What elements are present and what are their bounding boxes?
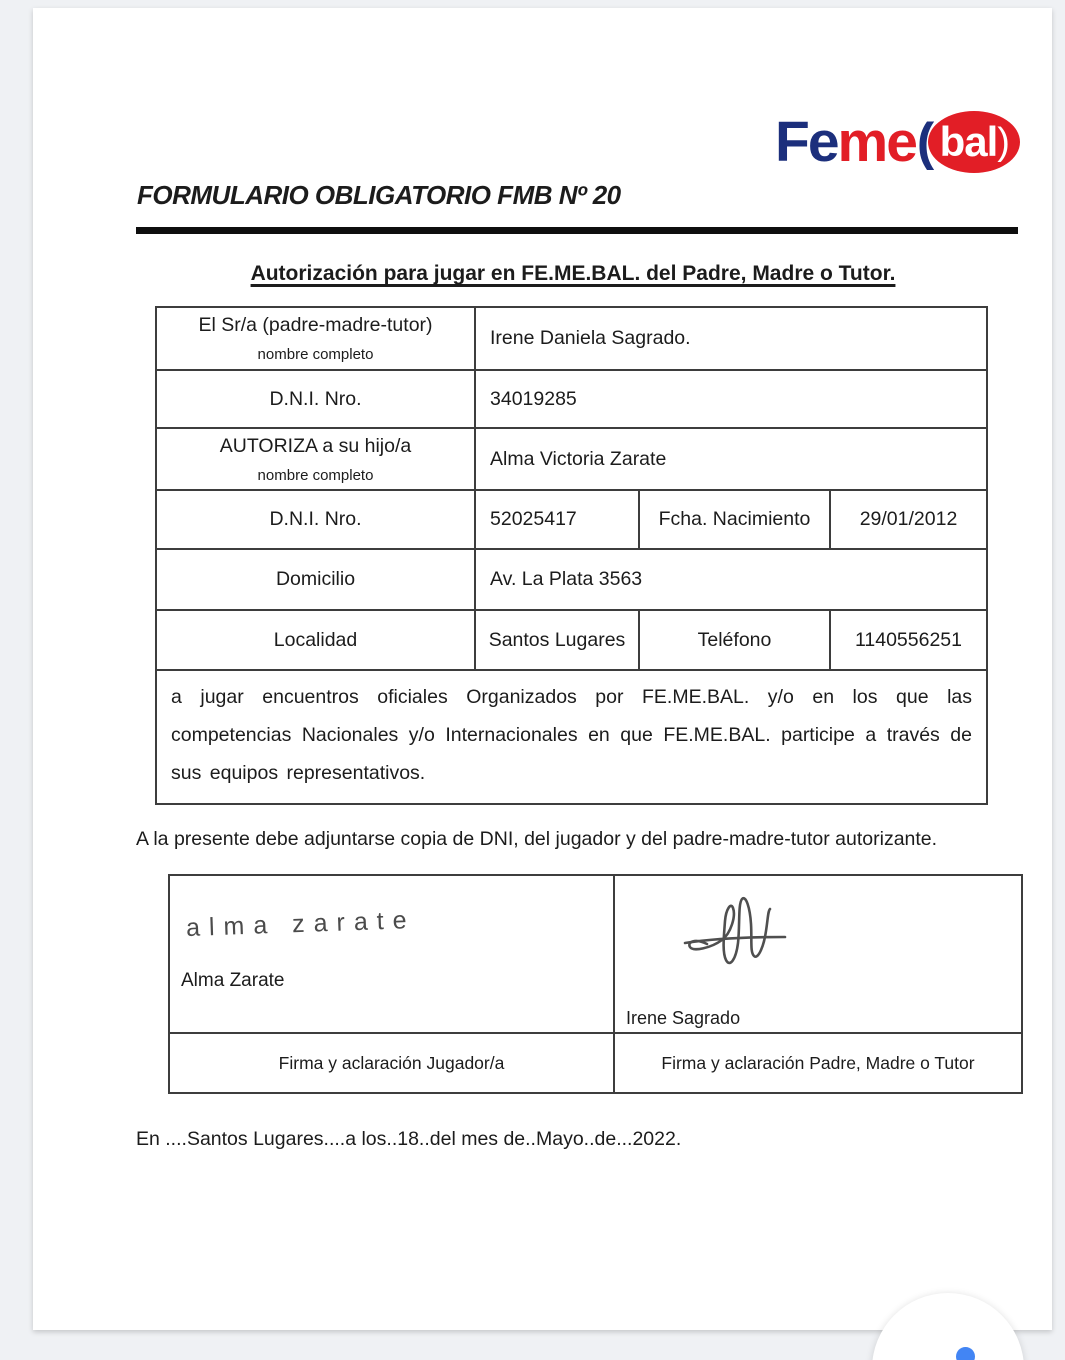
city-label-cell: Localidad bbox=[156, 610, 475, 670]
authorization-clause: a jugar encuentros oficiales Organizados por FE.ME.BAL. y/o en los que las competencias Nacionales y/o Internacionales en que FE.ME.BAL. participe a través de sus equipos representativos. bbox=[156, 670, 987, 804]
parent-signature-caption: Firma y aclaración Padre, Madre o Tutor bbox=[614, 1033, 1022, 1093]
attachment-note: A la presente debe adjuntarse copia de DNI, del jugador y del padre-madre-tutor autorizante. bbox=[136, 828, 938, 850]
form-title: FORMULARIO OBLIGATORIO FMB Nº 20 bbox=[137, 180, 621, 210]
signatures-table bbox=[168, 874, 1023, 1094]
child-dni-label-cell: D.N.I. Nro. bbox=[156, 490, 475, 549]
table-row bbox=[156, 670, 987, 804]
child-label-cell bbox=[156, 428, 475, 490]
parent-signature-cell bbox=[614, 875, 1022, 1033]
logo-ball-icon bbox=[928, 111, 1020, 173]
parent-dni-label-cell: D.N.I. Nro. bbox=[156, 370, 475, 428]
address-label-cell: Domicilio bbox=[156, 549, 475, 610]
phone-label-cell: Teléfono bbox=[639, 610, 830, 670]
player-signature-caption: Firma y aclaración Jugador/a bbox=[169, 1033, 614, 1093]
table-row bbox=[169, 875, 1022, 1033]
parent-label-cell bbox=[156, 307, 475, 370]
table-row bbox=[169, 1033, 1022, 1093]
child-label: AUTORIZA a su hijo/a bbox=[219, 434, 412, 457]
table-row bbox=[156, 370, 987, 428]
table-row bbox=[156, 428, 987, 490]
logo-text-me: me bbox=[837, 109, 916, 174]
form-subtitle: Autorización para jugar en FE.ME.BAL. del Padre, Madre o Tutor. bbox=[250, 262, 896, 285]
logo-text-fe: Fe bbox=[775, 109, 838, 174]
player-printed-name: Alma Zarate bbox=[181, 970, 285, 991]
player-signature-cell bbox=[169, 875, 614, 1033]
femebal-logo bbox=[775, 108, 1020, 176]
parent-printed-name: Irene Sagrado bbox=[626, 1008, 741, 1028]
birth-date-cell: 29/01/2012 bbox=[830, 490, 987, 549]
parent-sublabel: nombre completo bbox=[257, 346, 374, 363]
address-cell: Av. La Plata 3563 bbox=[475, 549, 987, 610]
child-name-cell: Alma Victoria Zarate bbox=[475, 428, 987, 490]
logo-close-paren: ) bbox=[997, 120, 1009, 163]
birth-label-cell: Fcha. Nacimiento bbox=[639, 490, 830, 549]
title-rule bbox=[136, 227, 1018, 234]
document-page bbox=[33, 8, 1052, 1330]
place-date-line: En ....Santos Lugares....a los..18..del mes de..Mayo..de...2022. bbox=[136, 1128, 682, 1150]
player-handwritten-signature: alma zarate bbox=[185, 906, 417, 942]
table-row bbox=[156, 549, 987, 610]
phone-cell: 1140556251 bbox=[830, 610, 987, 670]
parent-name-cell: Irene Daniela Sagrado. bbox=[475, 307, 987, 370]
logo-open-paren: ( bbox=[916, 113, 935, 171]
city-cell: Santos Lugares bbox=[475, 610, 639, 670]
child-dni-cell: 52025417 bbox=[475, 490, 639, 549]
logo-text-bal: bal bbox=[939, 118, 998, 165]
fab-blue-dot-icon bbox=[956, 1347, 975, 1360]
parent-signature-scribble-icon bbox=[677, 888, 797, 993]
child-sublabel: nombre completo bbox=[257, 466, 374, 484]
subtitle-row bbox=[143, 262, 1003, 286]
authorization-table bbox=[155, 306, 988, 805]
parent-label: El Sr/a (padre-madre-tutor) bbox=[198, 314, 433, 336]
table-row bbox=[156, 490, 987, 549]
table-row bbox=[156, 610, 987, 670]
table-row bbox=[156, 307, 987, 370]
parent-dni-cell: 34019285 bbox=[475, 370, 987, 428]
